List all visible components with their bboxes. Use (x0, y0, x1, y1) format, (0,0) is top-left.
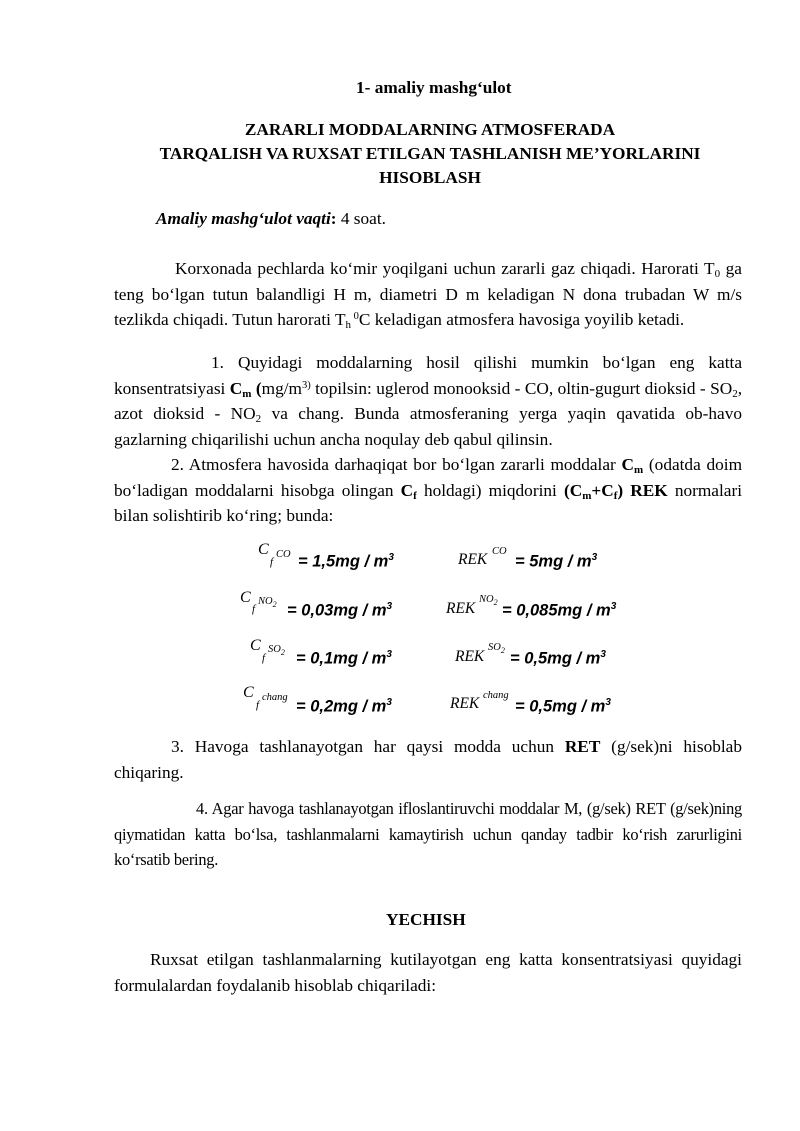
task2-rek: REK (623, 480, 668, 500)
formula-rek-sup: $NO_2$ (479, 594, 498, 608)
duration-value: 4 soat. (336, 209, 386, 228)
task1-cm-sub: m (242, 387, 252, 400)
formula-c-symbol: C (258, 541, 269, 558)
intro-paragraph (114, 256, 742, 333)
task-2 (114, 452, 742, 529)
task1-text-c: , azot dioksid - NO (114, 378, 743, 424)
task2-expr-close: ) (617, 480, 624, 500)
formula-f-sub: f (256, 699, 260, 711)
formula-rek-symbol: REK (455, 648, 485, 665)
task2-text-c: holdagi) miqdorini (416, 480, 564, 500)
formula-c-symbol: C (250, 637, 261, 654)
task2-text-b: (odatda doim bo‘ladigan moddalarni hisobga olingan (114, 455, 743, 500)
intro-sub-0: 0 (714, 268, 721, 280)
formula-rek-sup: $SO_2$ (488, 642, 505, 656)
task2-expr-sub1: m (582, 489, 592, 502)
formula-c-sup: $NO_2$ (258, 596, 277, 610)
task2-text-a: 2. Atmosfera havosida darhaqiqat bor bo‘lgan zararli moddalar (171, 455, 622, 474)
task2-cf: C (400, 480, 414, 500)
title-line-2: TARQALISH VA RUXSAT ETILGAN TASHLANISH ME’YORLARINI (159, 144, 701, 163)
formula-rek-sup: CO (492, 546, 507, 557)
duration-colon: : (330, 209, 337, 228)
formula-f-sub: f (252, 603, 256, 615)
task3-text-b: (g/sek)ni hisoblab chiqaring. (114, 737, 742, 782)
formula-f-sub: f (262, 652, 266, 664)
intro-text-a: Korxonada pechlarda ko‘mir yoqilgani uchun zararli gaz chiqadi. Harorati T (175, 259, 715, 278)
task2-cm: C (621, 455, 634, 474)
task1-unit-sup: 3) (301, 379, 311, 391)
task-3 (114, 734, 742, 785)
duration-line (156, 209, 386, 229)
formula-c-value: = $1,5mg / m^3$ (298, 552, 394, 571)
formula-c-value: = $0,2mg / m^3$ (296, 697, 392, 716)
task2-cm-sub: m (634, 464, 644, 476)
intro-sup-0: 0 (351, 311, 359, 323)
task3-ret: RET (564, 737, 601, 756)
solution-heading: YECHISH (386, 910, 466, 929)
task1-unit: mg/m (261, 378, 302, 398)
task1-no2-sub: 2 (255, 413, 262, 426)
formula-rek-sup: chang (483, 690, 509, 701)
task2-expr-open: (C (563, 480, 583, 500)
formula-c-symbol: C (243, 684, 254, 701)
formula-c-sup: chang (262, 692, 288, 703)
task4-text: 4. Agar havoga tashlanayotgan ifloslantiruvchi moddalar M, (g/sek) RET (g/sek)ning qiymatidan katta bo‘lsa, tashlanmalarni kamaytirish uchun qanday tadbir ko‘rish zarurligini ko‘rsatib bering. (114, 799, 742, 870)
intro-sub-h: h (345, 319, 351, 332)
task2-cf-sub: f (413, 489, 417, 502)
task1-paren: ( (251, 378, 262, 398)
solution-paragraph (114, 947, 742, 998)
task1-cm: C (229, 378, 243, 398)
task-4 (114, 796, 742, 873)
formula-c-symbol: C (240, 589, 251, 606)
task2-text-d: normalari bilan solishtirib ko‘ring; bunda: (114, 480, 742, 526)
formula-rek-symbol: REK (450, 695, 480, 712)
formula-rek-value: = $0,5mg / m^3$ (510, 649, 606, 668)
formula-rek-symbol: REK (446, 600, 476, 617)
task2-expr-sub2: f (613, 489, 618, 502)
formula-rek-value: = $0,5mg / m^3$ (515, 697, 611, 716)
formula-rek-value: = $0,085mg / m^3$ (502, 601, 617, 620)
lesson-number: 1- amaliy mashg‘ulot (356, 78, 512, 97)
title-line-3: HISOBLASH (379, 168, 481, 187)
task1-text-a: 1. Quyidagi moddalarning hosil qilishi mumkin bo‘lgan eng katta konsentratsiyasi (114, 353, 742, 398)
task1-text-d: va chang. Bunda atmosferaning yerga yaqin qavatida ob-havo gazlarning chiqarilishi uchun ancha noqulay deb qabul qilinsin. (114, 404, 742, 449)
formula-c-value: = $0,03mg / m^3$ (287, 601, 393, 620)
formula-c-sup: CO (276, 549, 291, 560)
duration-label: Amaliy mashg‘ulot vaqti (156, 209, 331, 228)
formula-f-sub: f (270, 556, 274, 568)
formula-c-sup: $SO_2$ (268, 644, 285, 658)
task1-text-b: topilsin: uglerod monooksid - CO, oltin-gugurt dioksid - SO (310, 378, 733, 398)
solution-text: Ruxsat etilgan tashlanmalarning kutilayotgan eng katta konsentratsiyasi quyidagi formulalardan foydalanib hisoblab chiqariladi: (114, 950, 742, 995)
formula-rek-value: = $5mg / m^3$ (515, 552, 598, 571)
page-title (100, 118, 760, 190)
formula-rek-symbol: REK (458, 551, 488, 568)
task1-so2-sub: 2 (732, 387, 738, 400)
title-line-1: ZARARLI MODDALARNING ATMOSFERADA (244, 120, 616, 139)
task3-text-a: 3. Havoga tashlanayotgan har qaysi modda uchun (171, 737, 565, 756)
intro-text-c: C keladigan atmosfera havosiga yoyilib ketadi. (358, 310, 685, 330)
task2-expr-plus: +C (591, 480, 614, 500)
intro-text-b: ga teng bo‘lgan tutun balandligi H m, diametri D m keladigan N dona trubadan W m/s tezlikda chiqadi. Tutun harorati T (114, 259, 742, 330)
task-1 (114, 350, 742, 452)
formula-c-value: = $0,1mg / m^3$ (296, 649, 392, 668)
